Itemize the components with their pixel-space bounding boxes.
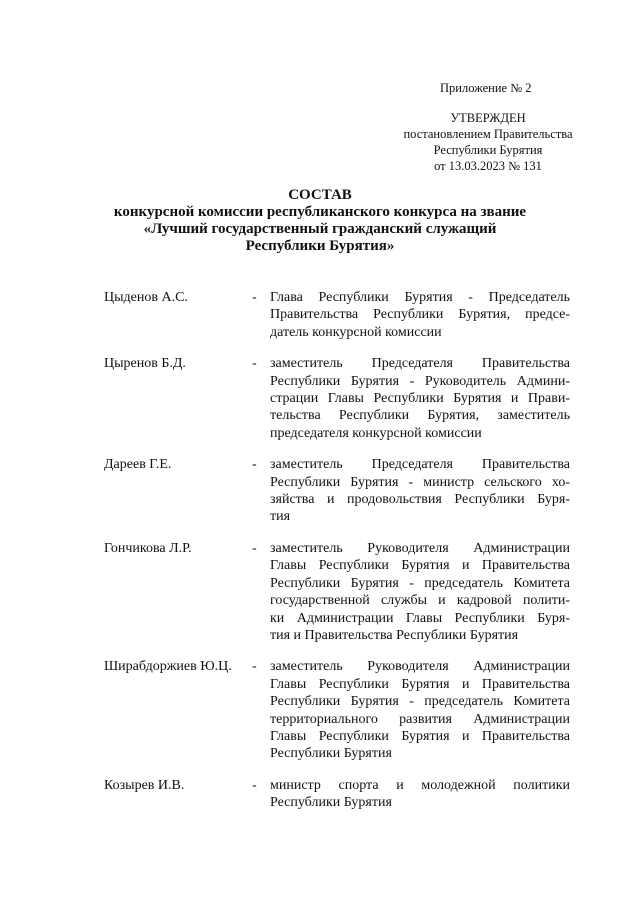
member-role (270, 540, 570, 644)
title-line: конкурсной комиссии республиканского конкурса на звание (113, 204, 527, 220)
member-name: Дареев Г.Е. (104, 457, 172, 473)
title-line: СОСТАВ (288, 187, 352, 203)
role-line: заместитель Председателя Правительства (270, 356, 570, 372)
role-line: заместитель Руководителя Администрации (270, 659, 570, 675)
role-line: Главы Республики Бурятия и Правительства (270, 558, 570, 574)
member-role (270, 289, 570, 341)
member-dash: - (252, 356, 257, 372)
role-line: территориального развития Администрации (270, 711, 570, 727)
role-line: заместитель Руководителя Администрации (270, 540, 570, 556)
approval-line: УТВЕРЖДЕН (450, 111, 526, 125)
role-line: датель конкурсной комиссии (270, 324, 442, 340)
role-line: министр спорта и молодежной политики (270, 777, 570, 793)
member-role (270, 658, 570, 762)
role-line: Главы Республики Бурятия и Правительства (270, 676, 570, 692)
role-line: страции Главы Республики Бурятия и Прави- (270, 391, 570, 407)
role-line: Правительства Республики Бурятия, предсе- (270, 307, 570, 323)
member-dash: - (252, 290, 257, 305)
approval-line: от 13.03.2023 № 131 (434, 159, 542, 173)
title-line: «Лучший государственный гражданский служащий (143, 221, 497, 237)
role-line: Республики Бурятия (270, 746, 392, 762)
role-line: зяйства и продовольствия Республики Буря- (270, 492, 570, 508)
role-line: Республики Бурятия - председатель Комитета (270, 694, 570, 710)
role-line: тия (270, 509, 291, 525)
member-name: Ширабдоржиев Ю.Ц. (104, 659, 232, 675)
member-name: Гончикова Л.Р. (104, 540, 192, 556)
role-line: Республики Бурятия - Руководитель Админи- (270, 373, 570, 389)
member-dash: - (252, 777, 257, 793)
role-line: Глава Республики Бурятия - Председатель (270, 290, 570, 305)
role-line: Главы Республики Бурятия и Правительства (270, 728, 570, 744)
approval-line: Республики Бурятия (433, 143, 543, 157)
member-dash: - (252, 457, 257, 473)
role-line: тия и Правительства Республики Бурятия (270, 627, 519, 643)
member-role (270, 456, 570, 526)
member-row (104, 456, 570, 526)
role-line: Республики Бурятия - министр сельского хо- (270, 474, 570, 490)
member-name: Козырев И.В. (104, 777, 185, 793)
member-row (104, 777, 570, 812)
role-line: ки Администрации Главы Республики Буря- (270, 610, 570, 626)
approval-block (388, 110, 588, 174)
role-line: заместитель Председателя Правительства (270, 457, 570, 473)
role-line: тельства Республики Бурятия, заместитель (270, 408, 570, 424)
role-line: Республики Бурятия - председатель Комитета (270, 575, 570, 591)
title-line: Республики Бурятия» (245, 238, 395, 254)
appendix-label: Приложение № 2 (440, 81, 532, 95)
role-line: государственной службы и кадровой полити- (270, 593, 570, 609)
member-name: Цыденов А.С. (104, 290, 188, 305)
member-row (104, 289, 570, 341)
role-line: Республики Бурятия (270, 795, 392, 811)
commission-member-list (104, 289, 570, 826)
member-role (270, 777, 570, 812)
member-row (104, 658, 570, 762)
approval-line: постановлением Правительства (403, 127, 573, 141)
role-line: председателя конкурсной комиссии (270, 425, 482, 441)
member-role (270, 355, 570, 442)
member-row (104, 540, 570, 644)
member-name: Цыренов Б.Д. (104, 356, 186, 372)
member-dash: - (252, 540, 257, 556)
member-row (104, 355, 570, 442)
member-dash: - (252, 659, 257, 675)
document-title (60, 187, 580, 255)
